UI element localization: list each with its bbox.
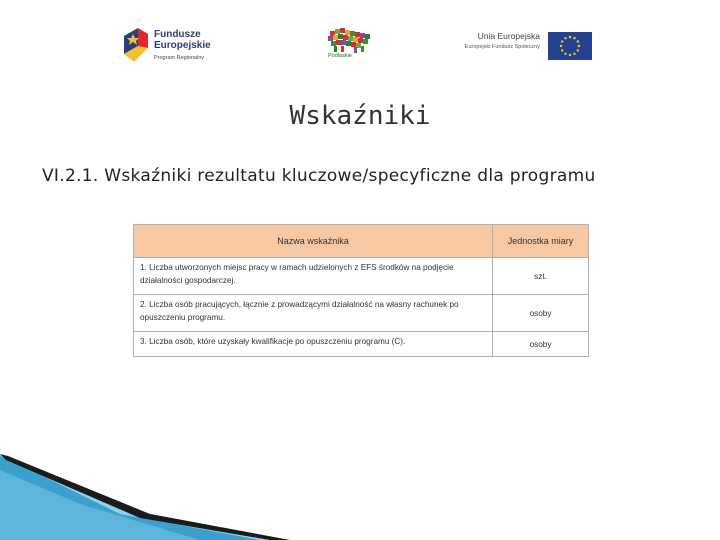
fe-line2: Europejskie: [154, 40, 211, 51]
fe-line1: Fundusze: [154, 29, 201, 40]
column-header-unit: Jednostka miary: [493, 225, 589, 258]
podlaskie-logo: [322, 25, 380, 65]
table-row: [134, 332, 589, 357]
fundusze-europejskie-icon: [124, 28, 148, 62]
indicator-unit: osoby: [493, 295, 589, 332]
unia-europejska-logo: [452, 30, 592, 62]
section-subtitle: VI.2.1. Wskaźniki rezultatu kluczowe/specyficzne dla programu: [42, 166, 596, 186]
fundusze-europejskie-logo: [124, 24, 234, 64]
indicator-name: 2. Liczba osób pracujących, łącznie z prowadzącymi działalność na własny rachunek po opuszczeniu programu.: [134, 295, 493, 332]
ue-line2: Europejski Fundusz Społeczny: [464, 44, 540, 50]
bison-icon: [322, 25, 380, 53]
fe-line3: Program Regionalny: [154, 55, 205, 61]
table-row: [134, 295, 589, 332]
decorative-swoosh: [0, 440, 300, 540]
indicator-unit: szt.: [493, 258, 589, 295]
indicator-unit: osoby: [493, 332, 589, 357]
indicator-name: 3. Liczba osób, które uzyskały kwalifikacje po opuszczeniu programu (C).: [134, 332, 493, 357]
podlaskie-label: Podlaskie: [328, 53, 352, 59]
page-title: Wskaźniki: [289, 101, 431, 131]
logo-bar: [0, 0, 720, 95]
table-header-row: [134, 225, 589, 258]
indicator-name: 1. Liczba utworzonych miejsc pracy w ramach udzielonych z EFS środków na podjęcie działalności gospodarczej.: [134, 258, 493, 295]
indicators-table: [133, 224, 589, 357]
column-header-name: Nazwa wskaźnika: [134, 225, 493, 258]
ue-line1: Unia Europejska: [477, 31, 540, 41]
table-row: [134, 258, 589, 295]
eu-flag-icon: [548, 32, 592, 60]
